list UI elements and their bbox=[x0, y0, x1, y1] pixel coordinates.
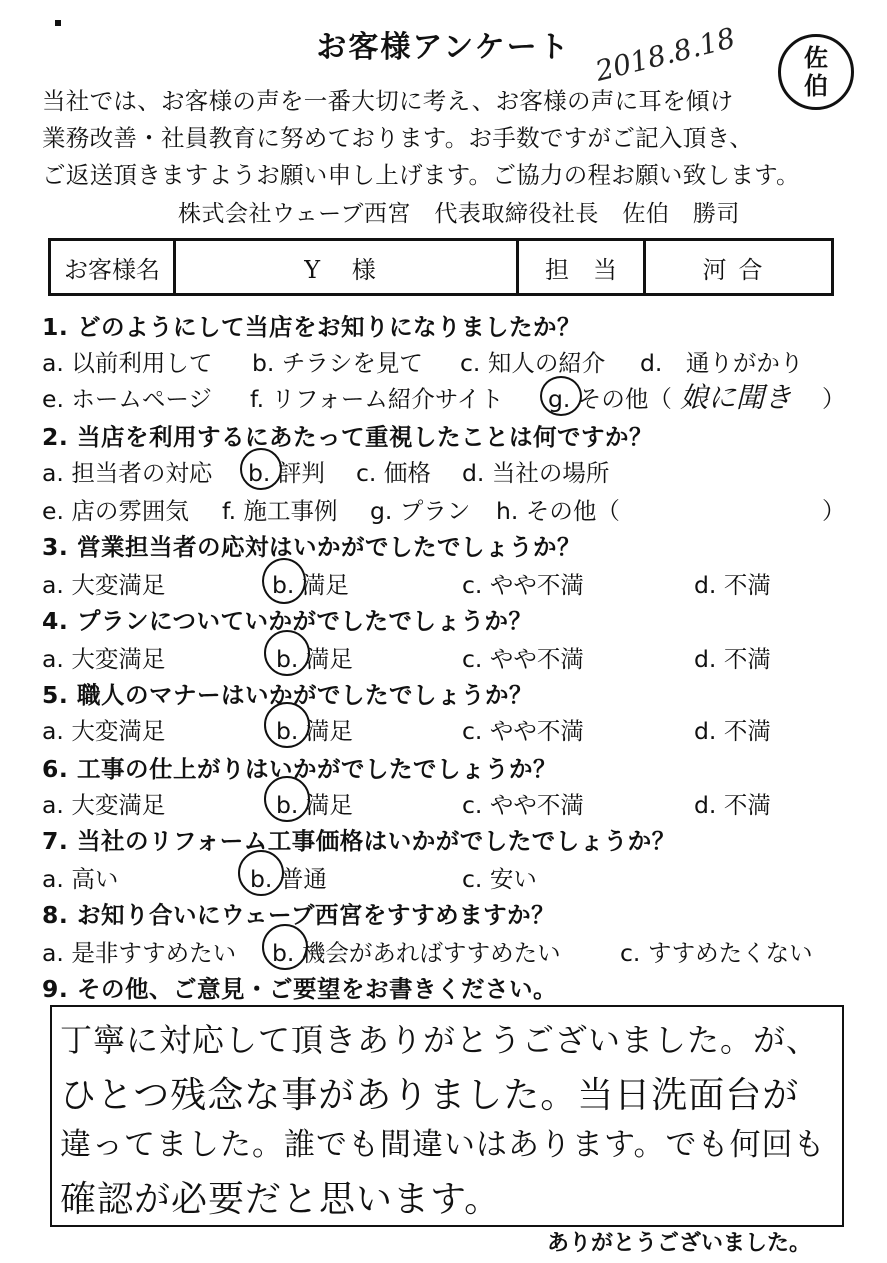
q3-option-c: c. やや不満 bbox=[462, 571, 584, 599]
question-5: 5. 職人のマナーはいかがでしたでしょうか？ bbox=[42, 681, 533, 709]
comment-line-3: 違ってました。誰でも間違いはあります。でも何回も bbox=[60, 1127, 826, 1163]
q1-option-g: g. その他（ bbox=[548, 385, 672, 413]
q6-option-c: c. やや不満 bbox=[462, 791, 584, 819]
q4-option-c: c. やや不満 bbox=[462, 645, 584, 673]
q3-option-a: a. 大変満足 bbox=[42, 571, 166, 599]
q5-option-b: b. 満足 bbox=[276, 717, 353, 745]
q4-selected-circle bbox=[264, 630, 310, 676]
comment-line-2: ひとつ残念な事がありました。当日洗面台が bbox=[60, 1075, 800, 1116]
q3-option-d: d. 不満 bbox=[694, 571, 771, 599]
q2-other-close: ） bbox=[822, 497, 846, 525]
customer-info-table bbox=[48, 238, 834, 296]
q7-option-b: b. 普通 bbox=[250, 865, 327, 893]
q1-option-d: d. 通りがかり bbox=[640, 349, 804, 377]
closing-thanks: ありがとうございました。 bbox=[547, 1231, 812, 1256]
question-1: 1. どのようにして当店をお知りになりましたか？ bbox=[42, 313, 581, 341]
q5-option-c: c. やや不満 bbox=[462, 717, 584, 745]
question-3: 3. 営業担当者の応対はいかがでしたでしょうか？ bbox=[42, 533, 581, 561]
q8-option-c: c. すすめたくない bbox=[620, 939, 813, 967]
question-6: 6. 工事の仕上がりはいかがでしたでしょうか？ bbox=[42, 755, 557, 783]
q4-option-a: a. 大変満足 bbox=[42, 645, 166, 673]
q6-option-d: d. 不満 bbox=[694, 791, 771, 819]
intro-line-3: ご返送頂きますようお願い申し上げます。ご協力の程お願い致します。 bbox=[42, 161, 800, 189]
q5-option-d: d. 不満 bbox=[694, 717, 771, 745]
q8-option-a: a. 是非すすめたい bbox=[42, 939, 237, 967]
q2-option-c: c. 価格 bbox=[356, 459, 431, 487]
seal-char-1: 佐 bbox=[804, 44, 828, 72]
q2-option-d: d. 当社の場所 bbox=[462, 459, 610, 487]
q6-selected-circle bbox=[264, 776, 310, 822]
q2-option-g: g. プラン bbox=[370, 497, 471, 525]
q1-option-f: f. リフォーム紹介サイト bbox=[250, 385, 504, 413]
seal-stamp bbox=[778, 34, 854, 110]
q1-selected-circle bbox=[540, 376, 582, 416]
q4-option-b: b. 満足 bbox=[276, 645, 353, 673]
intro-line-1: 当社では、お客様の声を一番大切に考え、お客様の声に耳を傾け bbox=[42, 87, 734, 115]
q5-option-a: a. 大変満足 bbox=[42, 717, 166, 745]
q7-selected-circle bbox=[238, 850, 284, 896]
question-7: 7. 当社のリフォーム工事価格はいかがでしたでしょうか？ bbox=[42, 827, 676, 855]
question-8: 8. お知り合いにウェーブ西宮をすすめますか？ bbox=[42, 901, 556, 929]
q7-option-a: a. 高い bbox=[42, 865, 119, 893]
survey-title: お客様アンケート bbox=[316, 30, 571, 65]
intro-line-2: 業務改善・社員教育に努めております。お手数ですがご記入頂き、 bbox=[42, 124, 754, 152]
comment-line-1: 丁寧に対応して頂きありがとうございました。が、 bbox=[60, 1021, 820, 1059]
customer-name-value: Y 様 bbox=[176, 241, 519, 293]
seal-char-2: 伯 bbox=[804, 72, 828, 100]
comment-line-4: 確認が必要だと思います。 bbox=[60, 1179, 502, 1220]
q2-selected-circle bbox=[240, 448, 282, 490]
q2-option-a: a. 担当者の対応 bbox=[42, 459, 213, 487]
q1-other-close: ） bbox=[822, 385, 846, 413]
q8-option-b: b. 機会があればすすめたい bbox=[272, 939, 561, 967]
q5-selected-circle bbox=[264, 702, 310, 748]
q1-option-c: c. 知人の紹介 bbox=[460, 349, 606, 377]
q4-option-d: d. 不満 bbox=[694, 645, 771, 673]
q2-option-f: f. 施工事例 bbox=[222, 497, 338, 525]
signer-line: 株式会社ウェーブ西宮 代表取締役社長 佐伯 勝司 bbox=[178, 201, 740, 227]
question-4: 4. プランについていかがでしたでしょうか？ bbox=[42, 607, 533, 635]
staff-label: 担 当 bbox=[519, 241, 646, 293]
q2-option-b: b. 評判 bbox=[248, 459, 325, 487]
q8-selected-circle bbox=[262, 924, 308, 970]
q2-option-h: h. その他（ bbox=[496, 497, 620, 525]
staff-value: 河合 bbox=[702, 255, 775, 284]
customer-name-label: お客様名 bbox=[51, 241, 176, 293]
q6-option-a: a. 大変満足 bbox=[42, 791, 166, 819]
q1-other-note: 娘に聞き bbox=[680, 381, 793, 414]
comment-box bbox=[50, 1005, 844, 1227]
q1-option-b: b. チラシを見て bbox=[252, 349, 423, 377]
question-9: 9. その他、ご意見・ご要望をお書きください。 bbox=[42, 975, 557, 1003]
question-2: 2. 当店を利用するにあたって重視したことは何ですか？ bbox=[42, 423, 653, 451]
q7-option-c: c. 安い bbox=[462, 865, 537, 893]
q6-option-b: b. 満足 bbox=[276, 791, 353, 819]
q2-option-e: e. 店の雰囲気 bbox=[42, 497, 189, 525]
q1-option-a: a. 以前利用して bbox=[42, 349, 213, 377]
q1-option-e: e. ホームページ bbox=[42, 385, 212, 413]
handwritten-date: 2018.8.18 bbox=[592, 21, 739, 88]
q3-option-b: b. 満足 bbox=[272, 571, 349, 599]
q3-selected-circle bbox=[262, 558, 306, 604]
